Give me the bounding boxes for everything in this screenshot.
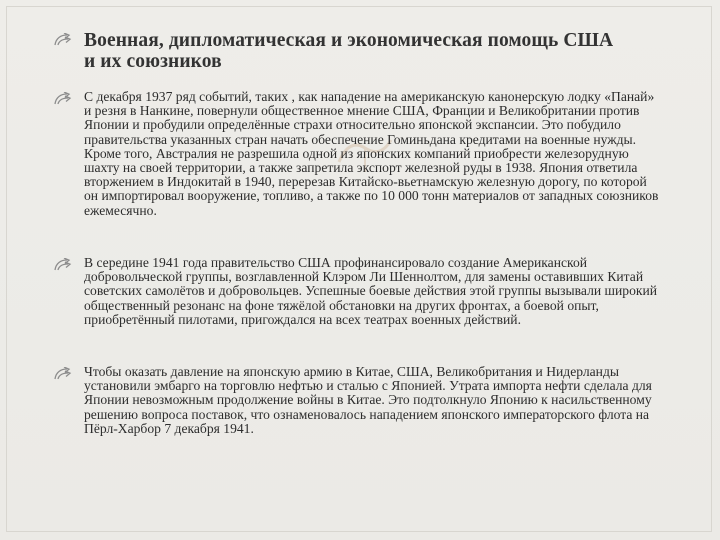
slide-title-line-2: и их союзников [84, 51, 222, 72]
slide-title [84, 30, 662, 72]
slide-title-line-1: Военная, дипломатическая и экономическая помощь США [84, 30, 614, 51]
paragraph-embargo: Чтобы оказать давление на японскую армию в Китае, США, Великобритания и Нидерланды установили эмбарго на торговлю нефтью и сталью с Японией. Утрата импорта нефти сделала для Японии невозможным продолжение войны в Китае. Это подтолкнуло Японию к насильственному решению вопроса поставок, что ознаменовалось нападением японского императорского флота на Пёрл-Харбор 7 декабря 1941. [84, 364, 652, 436]
curved-arrow-bullet-icon [54, 92, 72, 106]
curved-arrow-bullet-icon [54, 258, 72, 272]
paragraph-aid-1937: С декабря 1937 ряд событий, таких , как нападение на американскую канонерскую лодку «Панай» и резня в Нанкине, повернули общественное мнение США, Франции и Великобритании против Японии и пробудили определённые страхи относительно японской экспансии. Это побудило правительства указанных стран начать обеспечение Гоминьдана кредитами на военные нужды. Кроме того, Австралия не разрешила одной из японских компаний приобрести железорудную шахту на своей территории, а также запретила экспорт железной руды в 1938. Япония ответила вторжением в Индокитай в 1940, перерезав Китайско-вьетнамскую железную дорогу, по которой он импортировал вооружение, топливо, а также по 10 000 тонн материалов от западных союзников ежемесячно. [84, 89, 659, 218]
curved-arrow-bullet-icon [54, 33, 72, 47]
paragraph-volunteer-group: В середине 1941 года правительство США профинансировало создание Американской добровольческой группы, возглавленной Клэром Ли Шеннолтом, для замены оставивших Китай советских самолётов и добровольцев. Успешные боевые действия этой группы вызывали широкий общественный резонанс на фоне тяжёлой обстановки на других фронтах, а боевой опыт, приобретённый пилотами, пригождался на всех театрах военных действий. [84, 255, 658, 327]
curved-arrow-bullet-icon [54, 367, 72, 381]
